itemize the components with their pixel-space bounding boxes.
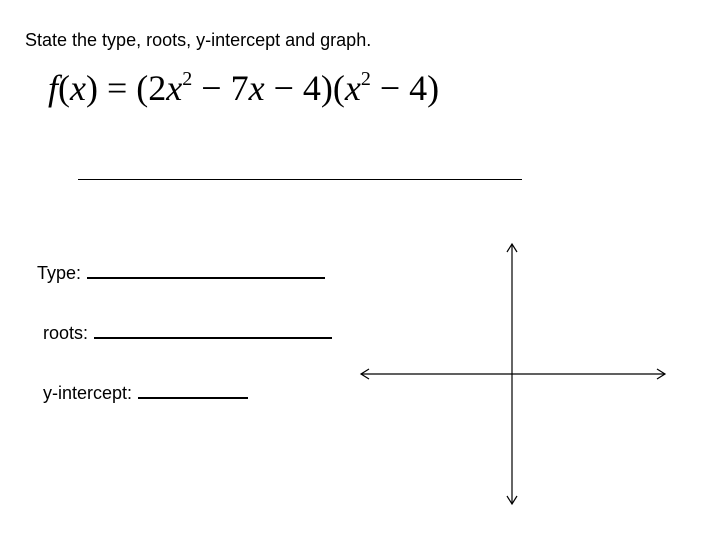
y-intercept-label: y-intercept: [43,383,133,403]
type-field [37,259,325,284]
function-formula [48,70,439,106]
function-name: f [48,68,59,108]
roots-blank[interactable] [94,319,332,339]
formula-variable: x [344,68,361,108]
roots-field [43,319,332,344]
answer-line [78,179,522,180]
formula-part: ) = (2 [86,68,167,108]
formula-part: − 7 [192,68,249,108]
coordinate-axes-icon [355,240,675,512]
formula-variable: x [166,68,183,108]
formula-exponent: 2 [182,68,193,90]
y-intercept-field [43,379,248,404]
instruction-text: State the type, roots, y-intercept and graph. [25,30,372,50]
y-intercept-blank[interactable] [138,379,248,399]
roots-label: roots: [43,323,89,343]
type-label: Type: [37,263,82,283]
type-blank[interactable] [87,259,325,279]
formula-part: ( [58,68,71,108]
formula-variable: x [248,68,265,108]
formula-variable: x [70,68,86,108]
formula-part: − 4) [370,68,440,108]
formula-part: − 4)( [264,68,345,108]
formula-exponent: 2 [360,68,371,90]
